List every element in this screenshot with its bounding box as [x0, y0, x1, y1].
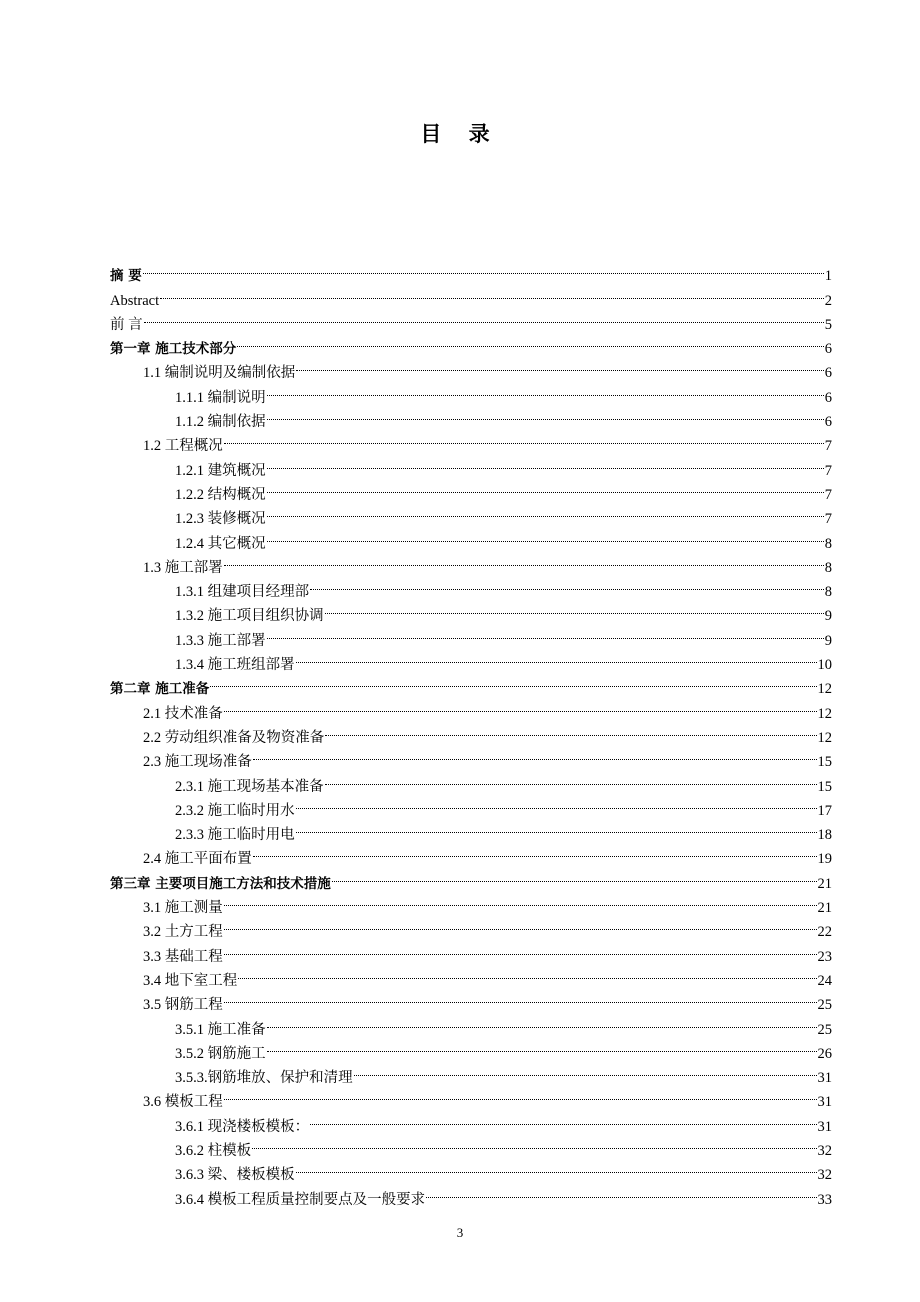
- toc-entry-page: 23: [817, 948, 832, 965]
- toc-entry-page: 31: [817, 1118, 832, 1135]
- toc-dot-leader: [325, 596, 824, 620]
- toc-entry-label: 3.2 土方工程: [143, 924, 223, 941]
- toc-entry-label: 3.4 地下室工程: [143, 972, 238, 989]
- toc-entry[interactable]: [110, 669, 832, 698]
- toc-entry-page: 15: [817, 778, 832, 795]
- toc-entry-label: 3.5.1 施工准备: [175, 1021, 266, 1038]
- toc-entry-label: 1.3.4 施工班组部署: [175, 657, 295, 674]
- toc-entry-label: 第一章 施工技术部分: [110, 341, 237, 358]
- toc-entry-label: 3.6 模板工程: [143, 1094, 223, 1111]
- toc-entry-page: 6: [824, 341, 832, 358]
- toc-dot-leader: [310, 572, 824, 596]
- toc-entry-label: 1.2.2 结构概况: [175, 486, 266, 503]
- toc-dot-leader: [296, 815, 817, 839]
- toc-entry-page: 25: [817, 997, 832, 1014]
- toc-entry[interactable]: [110, 693, 832, 722]
- toc-dot-leader: [224, 1082, 817, 1106]
- toc-entry-page: 31: [817, 1070, 832, 1087]
- toc-entry-page: 7: [824, 438, 832, 455]
- toc-dot-leader: [238, 961, 816, 985]
- toc-dot-leader: [224, 693, 817, 717]
- toc-entry-label: 3.3 基础工程: [143, 948, 223, 965]
- toc-entry-label: 3.6.1 现浇楼板模板：: [175, 1118, 310, 1135]
- toc-entry-label: 1.2.1 建筑概况: [175, 462, 266, 479]
- toc-dot-leader: [210, 669, 816, 693]
- toc-entry-label: 2.4 施工平面布置: [143, 851, 252, 868]
- toc-dot-leader: [310, 1106, 816, 1130]
- toc-entry-page: 24: [817, 972, 832, 989]
- toc-entry-label: 1.2 工程概况: [143, 438, 223, 455]
- toc-dot-leader: [325, 718, 816, 742]
- toc-entry-page: 21: [817, 900, 832, 917]
- toc-entry-label: 前 言: [110, 316, 143, 333]
- toc-entry-page: 25: [817, 1021, 832, 1038]
- toc-entry[interactable]: [110, 256, 832, 285]
- toc-dot-leader: [224, 888, 817, 912]
- toc-dot-leader: [267, 523, 824, 547]
- toc-dot-leader: [296, 645, 817, 669]
- toc-dot-leader: [426, 1179, 816, 1203]
- toc-entry-page: 6: [824, 389, 832, 406]
- toc-entry-label: 3.5.2 钢筋施工: [175, 1045, 266, 1062]
- toc-entry-page: 12: [817, 681, 832, 698]
- toc-dot-leader: [267, 620, 824, 644]
- toc-dot-leader: [224, 936, 817, 960]
- toc-entry-page: 12: [817, 705, 832, 722]
- toc-entry-label: 3.5 钢筋工程: [143, 997, 223, 1014]
- toc-entry-label: 2.3.1 施工现场基本准备: [175, 778, 324, 795]
- toc-entry-page: 19: [817, 851, 832, 868]
- toc-dot-leader: [224, 985, 817, 1009]
- toc-entry-page: 12: [817, 729, 832, 746]
- toc-dot-leader: [224, 426, 824, 450]
- toc-entry-label: 摘 要: [110, 268, 142, 285]
- page-title: 目 录: [420, 122, 500, 146]
- page-number: 3: [456, 1225, 464, 1240]
- toc-dot-leader: [267, 1009, 817, 1033]
- toc-dot-leader: [267, 499, 824, 523]
- toc-dot-leader: [296, 791, 817, 815]
- toc-entry-page: 21: [817, 875, 832, 892]
- toc-dot-leader: [267, 402, 824, 426]
- toc-entry[interactable]: [110, 329, 832, 358]
- toc-entry-page: 7: [824, 486, 832, 503]
- toc-entry-label: 1.3.2 施工项目组织协调: [175, 608, 324, 625]
- toc-dot-leader: [160, 280, 824, 304]
- toc-entry-label: Abstract: [110, 292, 160, 309]
- toc-entry-label: 3.6.3 梁、楼板模板: [175, 1167, 295, 1184]
- toc-entry-page: 17: [817, 802, 832, 819]
- toc-entry-page: 33: [817, 1191, 832, 1208]
- toc-entry-label: 3.1 施工测量: [143, 900, 223, 917]
- toc-entry-page: 7: [824, 511, 832, 528]
- toc-entry-label: 1.1.1 编制说明: [175, 389, 266, 406]
- toc-entry-page: 31: [817, 1094, 832, 1111]
- toc-entry-label: 2.2 劳动组织准备及物资准备: [143, 729, 325, 746]
- toc-entry-label: 1.1 编制说明及编制依据: [143, 365, 296, 382]
- toc-dot-leader: [144, 305, 824, 329]
- toc-entry-label: 3.6.2 柱模板: [175, 1142, 252, 1159]
- toc-entry-label: 2.1 技术准备: [143, 705, 223, 722]
- toc-entry-page: 8: [824, 584, 832, 601]
- toc-dot-leader: [267, 450, 824, 474]
- toc-entry-label: 第二章 施工准备: [110, 681, 210, 698]
- toc-entry-page: 9: [824, 632, 832, 649]
- toc-entry[interactable]: [110, 280, 832, 309]
- toc-entry-page: 6: [824, 365, 832, 382]
- toc-entry-page: 1: [824, 268, 832, 285]
- toc-dot-leader: [253, 742, 817, 766]
- toc-entry-label: 1.1.2 编制依据: [175, 414, 266, 431]
- toc-entry-page: 2: [824, 292, 832, 309]
- toc-entry-page: 8: [824, 559, 832, 576]
- toc-entry-label: 3.6.4 模板工程质量控制要点及一般要求: [175, 1191, 426, 1208]
- toc-dot-leader: [252, 1131, 816, 1155]
- toc-entry[interactable]: [110, 305, 832, 333]
- toc-entry-page: 10: [817, 657, 832, 674]
- toc-entry-page: 15: [817, 754, 832, 771]
- toc-entry-page: 32: [817, 1167, 832, 1184]
- toc-entry-label: 1.3.1 组建项目经理部: [175, 584, 310, 601]
- toc-dot-leader: [267, 1034, 817, 1058]
- toc-dot-leader: [267, 377, 824, 401]
- toc-dot-leader: [354, 1058, 817, 1082]
- toc-entry-label: 2.3.2 施工临时用水: [175, 802, 295, 819]
- toc-entry-label: 2.3 施工现场准备: [143, 754, 252, 771]
- toc-entry-label: 第三章 主要项目施工方法和技术措施: [110, 875, 331, 892]
- toc-dot-leader: [332, 863, 817, 887]
- toc-dot-leader: [253, 839, 817, 863]
- toc-entry-page: 8: [824, 535, 832, 552]
- toc-entry-page: 7: [824, 462, 832, 479]
- toc-dot-leader: [296, 1155, 817, 1179]
- toc-entry-page: 32: [817, 1142, 832, 1159]
- toc-entry-page: 18: [817, 827, 832, 844]
- toc-entry-page: 6: [824, 414, 832, 431]
- toc-entry-label: 1.2.4 其它概况: [175, 535, 266, 552]
- toc-entry-label: 1.2.3 装修概况: [175, 511, 266, 528]
- toc-entry-label: 2.3.3 施工临时用电: [175, 827, 295, 844]
- table-of-contents: [110, 256, 832, 1208]
- toc-entry-page: 26: [817, 1045, 832, 1062]
- toc-dot-leader: [224, 912, 817, 936]
- toc-dot-leader: [224, 548, 824, 572]
- toc-entry-page: 22: [817, 924, 832, 941]
- toc-dot-leader: [267, 475, 824, 499]
- toc-entry-page: 5: [824, 316, 832, 333]
- toc-entry-label: 1.3.3 施工部署: [175, 632, 266, 649]
- toc-entry-label: 1.3 施工部署: [143, 559, 223, 576]
- toc-dot-leader: [325, 766, 817, 790]
- toc-dot-leader: [237, 329, 824, 353]
- toc-dot-leader: [296, 353, 824, 377]
- toc-entry-label: 3.5.3.钢筋堆放、保护和清理: [175, 1070, 353, 1087]
- toc-dot-leader: [143, 256, 824, 280]
- toc-entry-page: 9: [824, 608, 832, 625]
